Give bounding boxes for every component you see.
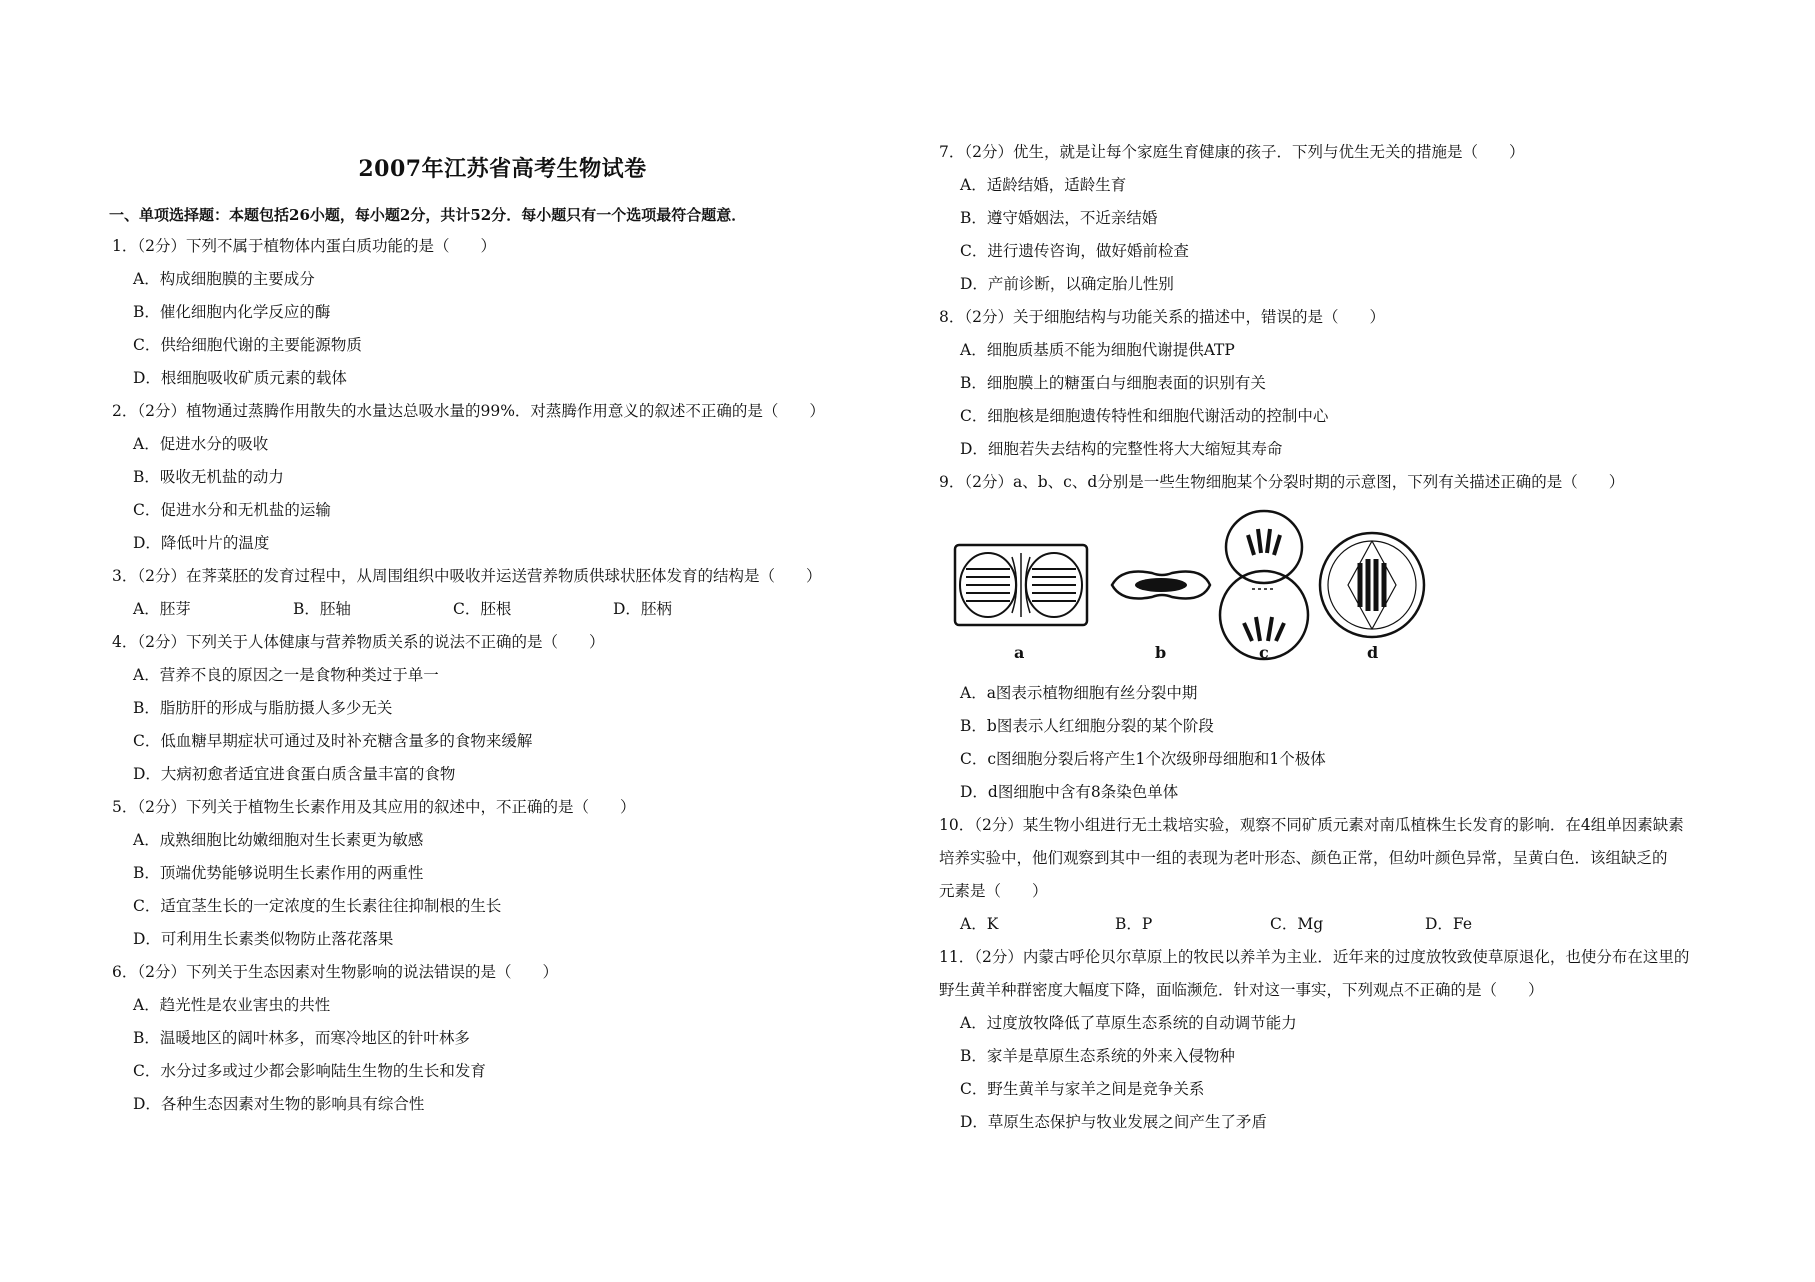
option-row [960, 914, 1580, 934]
answer-option: A．促进水分的吸收 [133, 435, 269, 453]
answer-option: A．a图表示植物细胞有丝分裂中期 [960, 684, 1198, 702]
option-item: B．胚轴 [293, 600, 351, 618]
answer-option: B．家羊是草原生态系统的外来入侵物种 [960, 1047, 1235, 1065]
page-title: 2007年江苏省高考生物试卷 [358, 156, 647, 182]
answer-option: B．催化细胞内化学反应的酶 [133, 303, 331, 321]
option-item: D．Fe [1425, 915, 1473, 933]
answer-option: A．成熟细胞比幼嫩细胞对生长素更为敏感 [133, 831, 424, 849]
cell-a-diagram [955, 545, 1087, 625]
cell-division-diagram [952, 505, 1452, 665]
answer-option: A．过度放牧降低了草原生态系统的自动调节能力 [960, 1014, 1297, 1032]
answer-option: C．供给细胞代谢的主要能源物质 [133, 336, 362, 354]
answer-option: B．脂肪肝的形成与脂肪摄人多少无关 [133, 699, 393, 717]
figure-label-d: d [1367, 643, 1379, 662]
figure-label-b: b [1155, 643, 1167, 662]
answer-option: D．产前诊断，以确定胎儿性别 [960, 275, 1174, 293]
question-stem: 1．（2分）下列不属于植物体内蛋白质功能的是（ ） [112, 237, 496, 255]
question-stem: 5．（2分）下列关于植物生长素作用及其应用的叙述中，不正确的是（ ） [112, 798, 636, 816]
answer-option: D．各种生态因素对生物的影响具有综合性 [133, 1095, 425, 1113]
option-item: A．K [960, 915, 999, 933]
answer-option: B．细胞膜上的糖蛋白与细胞表面的识别有关 [960, 374, 1266, 392]
answer-option: A．适龄结婚，适龄生育 [960, 176, 1127, 194]
question-stem: 7．（2分）优生，就是让每个家庭生育健康的孩子．下列与优生无关的措施是（ ） [939, 143, 1525, 161]
cell-division-figure [952, 505, 1452, 665]
question-stem: 2．（2分）植物通过蒸腾作用散失的水量达总吸水量的99%．对蒸腾作用意义的叙述不正确的是（ ） [112, 402, 825, 420]
figure-label-c: c [1259, 643, 1269, 662]
cell-c-diagram [1220, 511, 1308, 659]
section-heading: 一、单项选择题：本题包括26小题，每小题2分，共计52分．每小题只有一个选项最符合题意． [109, 206, 747, 224]
figure-label-a: a [1014, 643, 1025, 662]
question-stem: 野生黄羊种群密度大幅度下降，面临濒危．针对这一事实，下列观点不正确的是（ ） [939, 981, 1544, 999]
answer-option: C．水分过多或过少都会影响陆生生物的生长和发育 [133, 1062, 486, 1080]
option-item: B．P [1115, 915, 1153, 933]
answer-option: C．低血糖早期症状可通过及时补充糖含量多的食物来缓解 [133, 732, 533, 750]
answer-option: C．促进水分和无机盐的运输 [133, 501, 331, 519]
cell-b-diagram [1112, 572, 1210, 599]
answer-option: C．细胞核是细胞遗传特性和细胞代谢活动的控制中心 [960, 407, 1329, 425]
answer-option: D．d图细胞中含有8条染色单体 [960, 783, 1179, 801]
answer-option: C．c图细胞分裂后将产生1个次级卵母细胞和1个极体 [960, 750, 1326, 768]
answer-option: C．进行遗传咨询，做好婚前检查 [960, 242, 1189, 260]
answer-option: D．草原生态保护与牧业发展之间产生了矛盾 [960, 1113, 1267, 1131]
answer-option: B．吸收无机盐的动力 [133, 468, 284, 486]
answer-option: B．顶端优势能够说明生长素作用的两重性 [133, 864, 424, 882]
question-stem: 4．（2分）下列关于人体健康与营养物质关系的说法不正确的是（ ） [112, 633, 605, 651]
answer-option: C．野生黄羊与家羊之间是竞争关系 [960, 1080, 1205, 1098]
answer-option: B．b图表示人红细胞分裂的某个阶段 [960, 717, 1214, 735]
answer-option: D．降低叶片的温度 [133, 534, 270, 552]
answer-option: D．大病初愈者适宜进食蛋白质含量丰富的食物 [133, 765, 456, 783]
question-stem: 10．（2分）某生物小组进行无土栽培实验，观察不同矿质元素对南瓜植株生长发育的影响．在4组单因素缺素 [939, 816, 1684, 834]
answer-option: A．营养不良的原因之一是食物种类过于单一 [133, 666, 439, 684]
option-item: C．Mg [1270, 915, 1324, 933]
option-item: A．胚芽 [133, 600, 191, 618]
question-stem: 6．（2分）下列关于生态因素对生物影响的说法错误的是（ ） [112, 963, 558, 981]
answer-option: B．遵守婚姻法，不近亲结婚 [960, 209, 1158, 227]
answer-option: A．趋光性是农业害虫的共性 [133, 996, 331, 1014]
question-stem: 9．（2分）a、b、c、d分别是一些生物细胞某个分裂时期的示意图，下列有关描述正确的是（ ） [939, 473, 1625, 491]
option-item: D．胚柄 [613, 600, 672, 618]
answer-option: D．根细胞吸收矿质元素的载体 [133, 369, 347, 387]
answer-option: A．构成细胞膜的主要成分 [133, 270, 315, 288]
question-stem: 8．（2分）关于细胞结构与功能关系的描述中，错误的是（ ） [939, 308, 1385, 326]
question-stem: 11．（2分）内蒙古呼伦贝尔草原上的牧民以养羊为主业．近年来的过度放牧致使草原退化，也使分布在这里的 [939, 948, 1690, 966]
answer-option: D．可利用生长素类似物防止落花落果 [133, 930, 394, 948]
question-stem: 元素是（ ） [939, 882, 1048, 900]
answer-option: C．适宜茎生长的一定浓度的生长素往往抑制根的生长 [133, 897, 502, 915]
option-row [133, 599, 773, 619]
cell-d-diagram [1320, 533, 1424, 637]
answer-option: D．细胞若失去结构的完整性将大大缩短其寿命 [960, 440, 1283, 458]
option-item: C．胚根 [453, 600, 512, 618]
answer-option: B．温暖地区的阔叶林多，而寒冷地区的针叶林多 [133, 1029, 470, 1047]
question-stem: 3．（2分）在荠菜胚的发育过程中，从周围组织中吸收并运送营养物质供球状胚体发育的结构是（ ） [112, 567, 822, 585]
answer-option: A．细胞质基质不能为细胞代谢提供ATP [960, 341, 1235, 359]
question-stem: 培养实验中，他们观察到其中一组的表现为老叶形态、颜色正常，但幼叶颜色异常，呈黄白色．该组缺乏的 [939, 849, 1668, 867]
